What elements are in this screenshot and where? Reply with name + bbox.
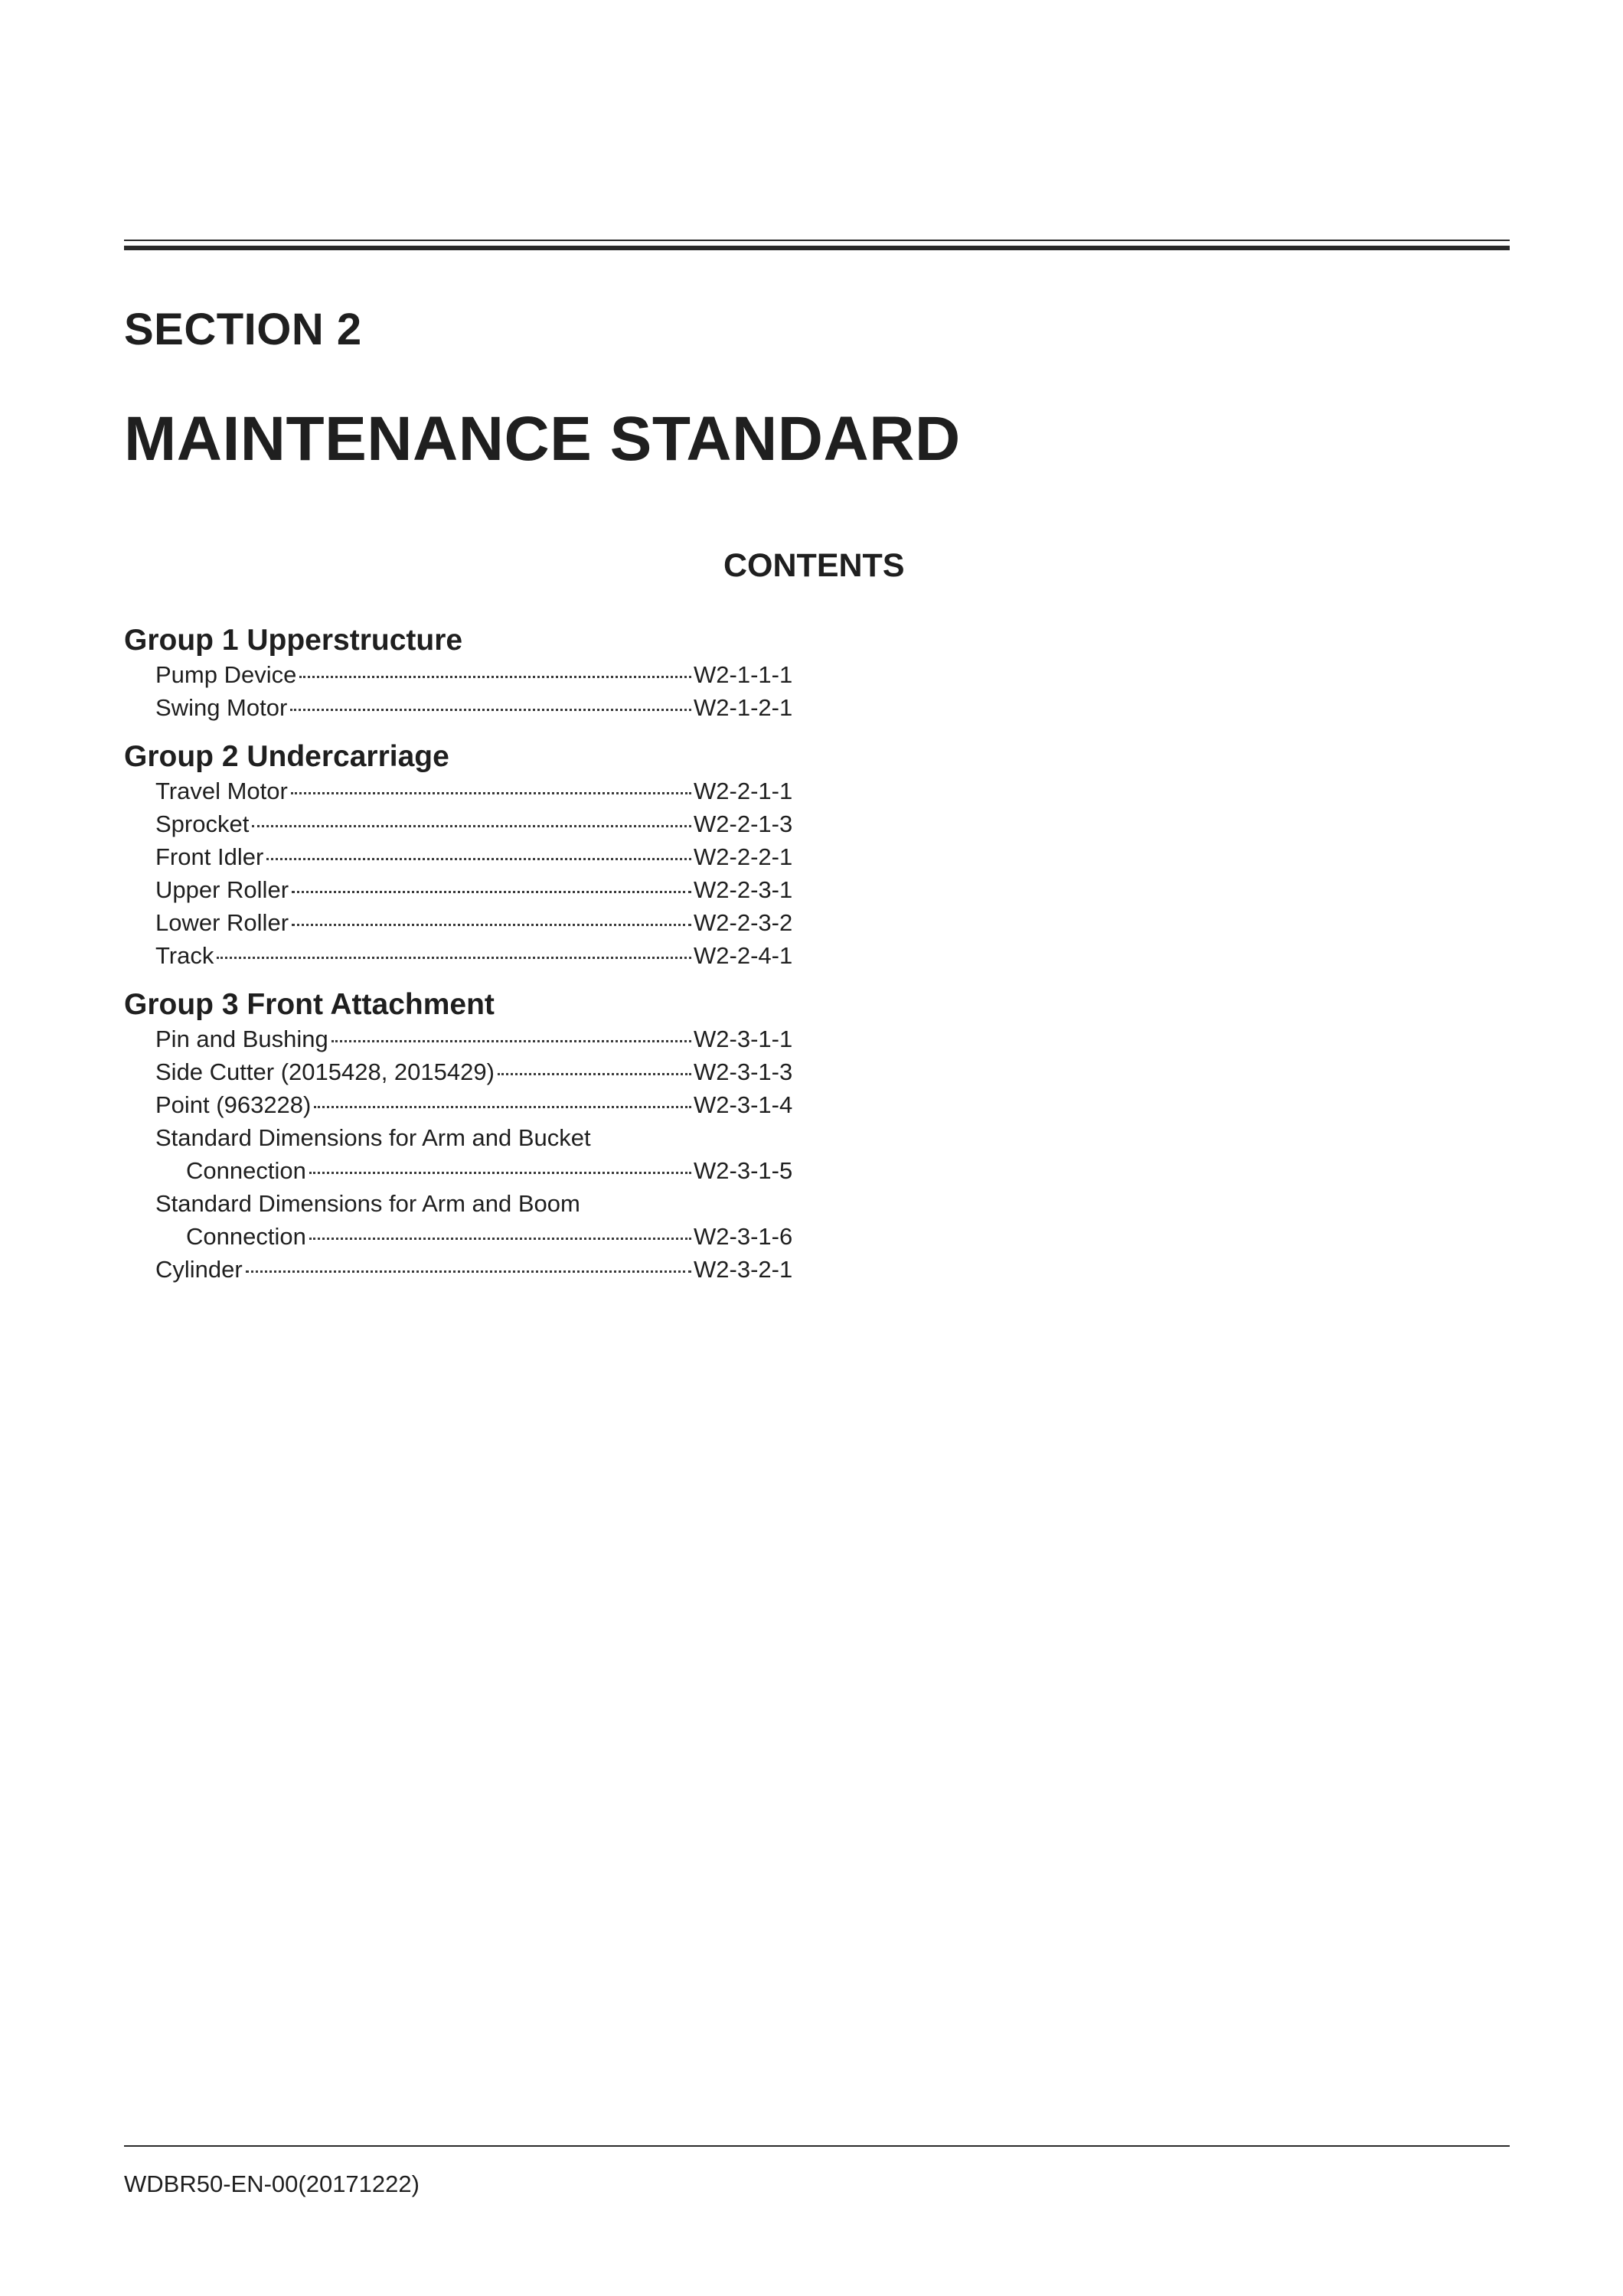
toc-group-title: Group 1 Upperstructure: [124, 624, 463, 657]
dot-leader: [246, 1270, 691, 1273]
dot-leader: [290, 709, 691, 711]
toc-entry-label: Pin and Bushing: [155, 1026, 328, 1052]
dot-leader: [498, 1073, 691, 1075]
toc-entry-pin-and-bushing[interactable]: [124, 1022, 798, 1055]
dot-leader: [331, 1040, 691, 1042]
header-rule-thin: [124, 240, 1510, 241]
dot-leader: [252, 825, 691, 827]
dot-leader: [292, 924, 691, 926]
toc-entry-page: W2-1-1-1: [694, 661, 793, 688]
toc-entry-page: W2-2-3-2: [694, 909, 793, 936]
toc-entry-travel-motor[interactable]: [124, 775, 798, 807]
toc-entry-swing-motor[interactable]: [124, 691, 798, 724]
toc-entry-label: Connection: [186, 1157, 306, 1184]
toc-entry-side-cutter[interactable]: [124, 1055, 798, 1088]
toc-entry-page: W2-1-2-1: [694, 694, 793, 721]
toc-entry-page: W2-3-1-4: [694, 1091, 793, 1118]
dot-leader: [217, 957, 691, 959]
toc-entry-page: W2-3-1-3: [694, 1058, 793, 1085]
toc-entry-lower-roller[interactable]: [124, 906, 798, 939]
toc-entry-label: Track: [155, 942, 214, 969]
footer-document-code: WDBR50-EN-00(20171222): [124, 2170, 420, 2197]
section-title: MAINTENANCE STANDARD: [124, 404, 961, 474]
toc-entry-page: W2-2-3-1: [694, 876, 793, 903]
toc-entry-label: Pump Device: [155, 661, 297, 688]
toc-entry-label: Lower Roller: [155, 909, 289, 936]
toc-entry-front-idler[interactable]: [124, 840, 798, 873]
dot-leader: [314, 1106, 691, 1108]
toc-entry-label: Sprocket: [155, 810, 250, 837]
toc-entry-page: W2-3-1-6: [694, 1223, 793, 1250]
toc-entry-label: Travel Motor: [155, 778, 288, 804]
header-rule-thick: [124, 246, 1510, 250]
toc-entry-sprocket[interactable]: [124, 807, 798, 840]
toc-entry-point[interactable]: [124, 1088, 798, 1121]
toc-entry-page: W2-2-2-1: [694, 843, 793, 870]
section-label: SECTION 2: [124, 305, 362, 354]
toc-entry-arm-bucket-connection[interactable]: [124, 1154, 798, 1187]
toc-entry-label: Cylinder: [155, 1256, 243, 1283]
toc-entry-cylinder[interactable]: [124, 1253, 798, 1286]
toc-group-upperstructure: [124, 623, 798, 724]
toc-group-undercarriage: [124, 739, 798, 972]
dot-leader: [309, 1238, 691, 1240]
footer-rule: [124, 2145, 1510, 2147]
toc-entry-page: W2-3-1-5: [694, 1157, 793, 1184]
toc-entry-track[interactable]: [124, 939, 798, 972]
toc-entry-label: Upper Roller: [155, 876, 289, 903]
toc-group-title: Group 2 Undercarriage: [124, 740, 449, 773]
toc-entry-pump-device[interactable]: [124, 658, 798, 691]
toc-entry-arm-bucket-line1[interactable]: Standard Dimensions for Arm and Bucket: [155, 1124, 591, 1151]
dot-leader: [266, 858, 691, 860]
toc-entry-page: W2-2-4-1: [694, 942, 793, 969]
dot-leader: [299, 676, 691, 678]
toc-entry-page: W2-2-1-3: [694, 810, 793, 837]
toc-entry-label: Swing Motor: [155, 694, 288, 721]
toc-entry-page: W2-3-1-1: [694, 1026, 793, 1052]
toc-entry-upper-roller[interactable]: [124, 873, 798, 906]
toc-entry-label: Front Idler: [155, 843, 264, 870]
toc-entry-arm-boom-line1[interactable]: Standard Dimensions for Arm and Boom: [155, 1190, 580, 1217]
contents-heading: CONTENTS: [723, 547, 905, 584]
toc-entry-page: W2-3-2-1: [694, 1256, 793, 1283]
table-of-contents: [124, 623, 798, 1301]
toc-entry-page: W2-2-1-1: [694, 778, 793, 804]
toc-group-front-attachment: [124, 987, 798, 1286]
dot-leader: [291, 792, 691, 794]
toc-entry-label: Point (963228): [155, 1091, 312, 1118]
toc-entry-label: Connection: [186, 1223, 306, 1250]
toc-entry-label: Side Cutter (2015428, 2015429): [155, 1058, 495, 1085]
toc-entry-arm-boom-connection[interactable]: [124, 1220, 798, 1253]
toc-group-title: Group 3 Front Attachment: [124, 988, 495, 1021]
dot-leader: [309, 1172, 691, 1174]
dot-leader: [292, 891, 691, 893]
